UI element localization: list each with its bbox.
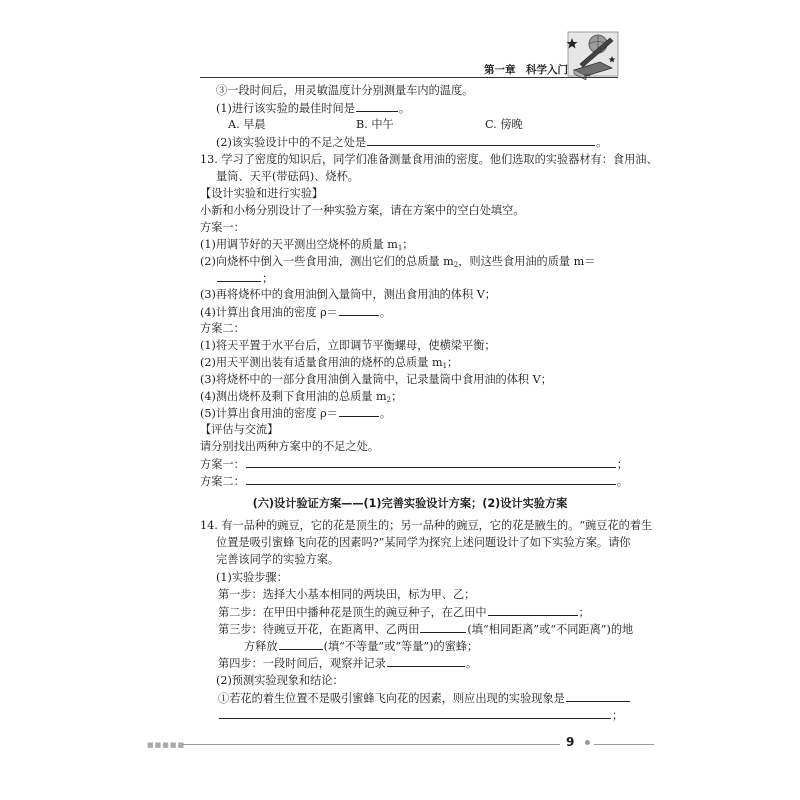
q13-plan2-title: 方案二： — [200, 322, 245, 335]
q13-plan1-step3: (3)再将烧杯中的食用油倒入量筒中，测出食用油的体积 V； — [200, 288, 496, 301]
q13-plan1-title: 方案一： — [200, 221, 245, 234]
answer-blank[interactable] — [566, 690, 630, 702]
answer-blank[interactable] — [488, 604, 578, 616]
q14-step2: 第二步：在甲田中播种花是顶生的豌豆种子，在乙田中 ； — [218, 606, 590, 619]
answer-blank[interactable] — [279, 638, 323, 650]
q13-plan2-step4: (4)测出烧杯及剩下食用油的总质量 $m_2$； — [200, 390, 403, 404]
q13-plan1-step2: (2)向烧杯中倒入一些食用油，测出它们的总质量 $m_2$，则这些食用油的质量 m＝ — [200, 255, 596, 269]
q13-eval-plan2: 方案二： 。 — [200, 475, 628, 488]
footer-rule-right — [594, 744, 654, 745]
q13-plan1-step1: (1)用调节好的天平测出空烧杯的质量 $m_1$； — [200, 238, 414, 252]
footer-dots: ■■■■■ — [147, 741, 186, 749]
answer-blank[interactable] — [246, 456, 616, 468]
q13-plan1-step4: (4)计算出食用油的密度 ρ＝ 。 — [200, 306, 392, 319]
q13-plan2-step5: (5)计算出食用油的密度 ρ＝ 。 — [200, 407, 392, 420]
chapter-title: 第一章 科学入门 — [484, 64, 568, 76]
q13-eval-heading: 【评估与交流】 — [200, 423, 279, 436]
answer-blank[interactable] — [246, 473, 616, 485]
answer-blank[interactable] — [367, 134, 595, 146]
q14-step3-cont: 方释放 (填“不等量”或“等量”)的蜜蜂； — [244, 640, 479, 653]
q14-step4: 第四步：一段时间后，观察并记录 。 — [218, 657, 478, 670]
answer-blank[interactable] — [219, 707, 611, 719]
q12-option-b: B. 中午 — [356, 118, 394, 131]
answer-blank[interactable] — [387, 655, 465, 667]
page-number: 9 — [566, 735, 575, 749]
answer-blank[interactable] — [217, 270, 261, 282]
q13-plan2-step3: (3)将烧杯中的一部分食用油倒入量筒中，记录量筒中食用油的体积 V； — [200, 373, 552, 386]
answer-blank[interactable] — [339, 405, 379, 417]
q13-design-intro: 小新和小杨分别设计了一种实验方案，请在方案中的空白处填空。 — [200, 204, 525, 217]
q12-option-a: A. 早晨 — [228, 118, 266, 131]
section-heading: (六)设计验证方案——(1)完善实验设计方案；(2)设计实验方案 — [252, 497, 568, 510]
answer-blank[interactable] — [420, 621, 466, 633]
q13-plan1-step2-blank: ； — [216, 270, 273, 286]
answer-blank[interactable] — [339, 304, 379, 316]
answer-blank[interactable] — [356, 100, 398, 112]
q14-predict-title: (2)预测实验现象和结论： — [216, 674, 344, 687]
q14-intro-line3: 完善该同学的实验方案。 — [216, 553, 340, 566]
chapter-logo-icon — [560, 30, 620, 80]
q13-design-heading: 【设计实验和进行实验】 — [200, 187, 324, 200]
q12-option-c: C. 傍晚 — [485, 118, 523, 131]
q13-eval-plan1: 方案一： ； — [200, 458, 628, 471]
header-rule — [200, 77, 618, 78]
q14-intro-line1: 14. 有一品种的豌豆，它的花是顶生的；另一品种的豌豆，它的花是腋生的。“豌豆花的着生 — [200, 519, 653, 532]
q14-intro-line2: 位置是吸引蜜蜂飞向花的因素吗?”某同学为探究上述问题设计了如下实验方案。请你 — [216, 536, 631, 549]
q14-predict1-cont: ； — [218, 707, 623, 723]
q13-plan2-step1: (1)将天平置于水平台后，立即调节平衡螺母，使横梁平衡； — [200, 339, 496, 352]
q14-step1: 第一步：选择大小基本相同的两块田，标为甲、乙； — [218, 588, 476, 601]
q12-sub2: (2)该实验设计中的不足之处是 。 — [216, 136, 608, 149]
q14-predict1: ①若花的着生位置不是吸引蜜蜂飞向花的因素，则应出现的实验现象是 — [218, 690, 631, 706]
svg-text:83: 83 — [584, 74, 591, 80]
footer-dot — [585, 740, 590, 745]
q14-steps-title: (1)实验步骤： — [216, 571, 288, 584]
q14-step3: 第三步：待豌豆开花，在距离甲、乙两田 (填“相同距离”或“不同距离”)的地 — [218, 623, 634, 636]
q13-plan2-step2: (2)用天平测出装有适量食用油的烧杯的总质量 $m_1$； — [200, 356, 459, 370]
q13-eval-intro: 请分别找出两种方案中的不足之处。 — [200, 440, 380, 453]
footer-rule-left — [182, 744, 560, 745]
q12-sub1: (1)进行该实验的最佳时间是 。 — [216, 102, 411, 115]
q12-step3: ③一段时间后，用灵敏温度计分别测量车内的温度。 — [216, 84, 474, 97]
q13-intro-line2: 量筒、天平(带砝码)、烧杯。 — [216, 170, 359, 183]
q13-intro-line1: 13. 学习了密度的知识后，同学们准备测量食用油的密度。他们选取的实验器材有：食用油、 — [200, 153, 658, 166]
